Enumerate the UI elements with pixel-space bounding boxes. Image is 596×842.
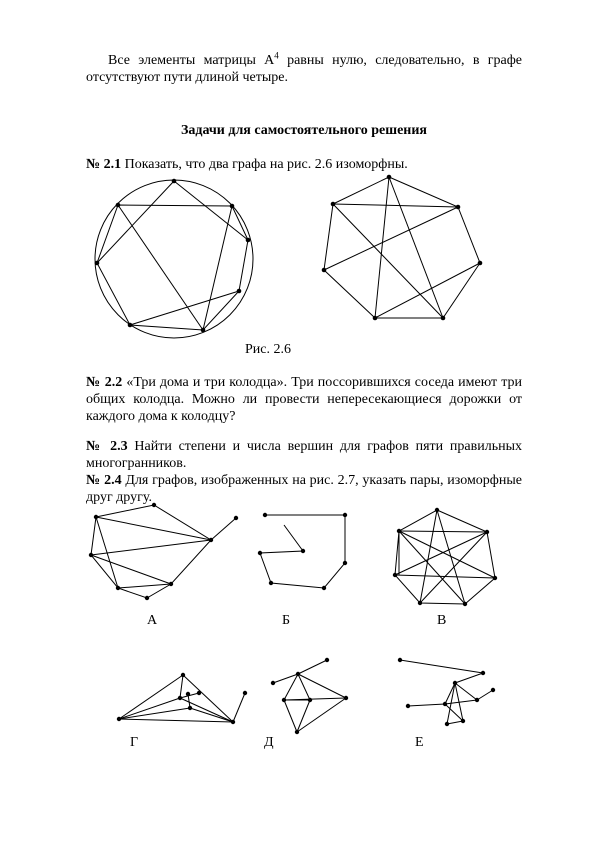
- graph-vertices: [89, 175, 497, 735]
- task-2-1-text: Показать, что два графа на рис. 2.6 изоморфны.: [121, 157, 408, 172]
- task-2-3-number: № 2.3: [86, 439, 128, 454]
- graph-a: [91, 505, 236, 598]
- graph-d: [273, 660, 346, 732]
- graph-label-b: Б: [282, 613, 291, 628]
- graph-label-g: Г: [130, 735, 139, 750]
- matrix-power: 4: [274, 50, 279, 61]
- task-2-4-line-2: друг другу.: [86, 490, 152, 505]
- task-2-2-line-3: каждого дома к колодцу?: [86, 409, 236, 424]
- graph-e: [400, 660, 493, 724]
- figure-2-6-caption: Рис. 2.6: [245, 342, 291, 357]
- graph-2-6-heptagon: [324, 177, 480, 318]
- task-2-3-line-2: многогранников.: [86, 456, 187, 471]
- task-2-3-text-1: Найти степени и числа вершин для графов пяти правильных: [127, 439, 522, 454]
- task-2-1-number: № 2.1: [86, 157, 122, 172]
- intro-line-2: отсутствуют пути длиной четыре.: [86, 70, 288, 85]
- task-2-2-number: № 2.2: [86, 375, 123, 390]
- intro-text-a: Все элементы матрицы А: [108, 53, 275, 68]
- section-heading-text: Задачи для самостоятельного решения: [181, 123, 427, 138]
- graph-label-d: Д: [264, 735, 274, 750]
- graph-label-a: А: [147, 613, 158, 628]
- graph-label-e: Е: [415, 735, 424, 750]
- task-2-2-text-1: «Три дома и три колодца». Три поссорившихся соседа имеют три: [122, 375, 522, 390]
- graph-label-v: В: [437, 613, 447, 628]
- task-2-2-line-2: общих колодца. Можно ли провести непересекающиеся дорожки от: [86, 392, 522, 407]
- graph-v: [395, 510, 495, 604]
- task-2-4-number: № 2.4: [86, 473, 122, 488]
- intro-text-b: равны нулю, следовательно, в графе: [278, 53, 522, 68]
- task-2-4-text-1: Для графов, изображенных на рис. 2.7, указать пары, изоморфные: [121, 473, 522, 488]
